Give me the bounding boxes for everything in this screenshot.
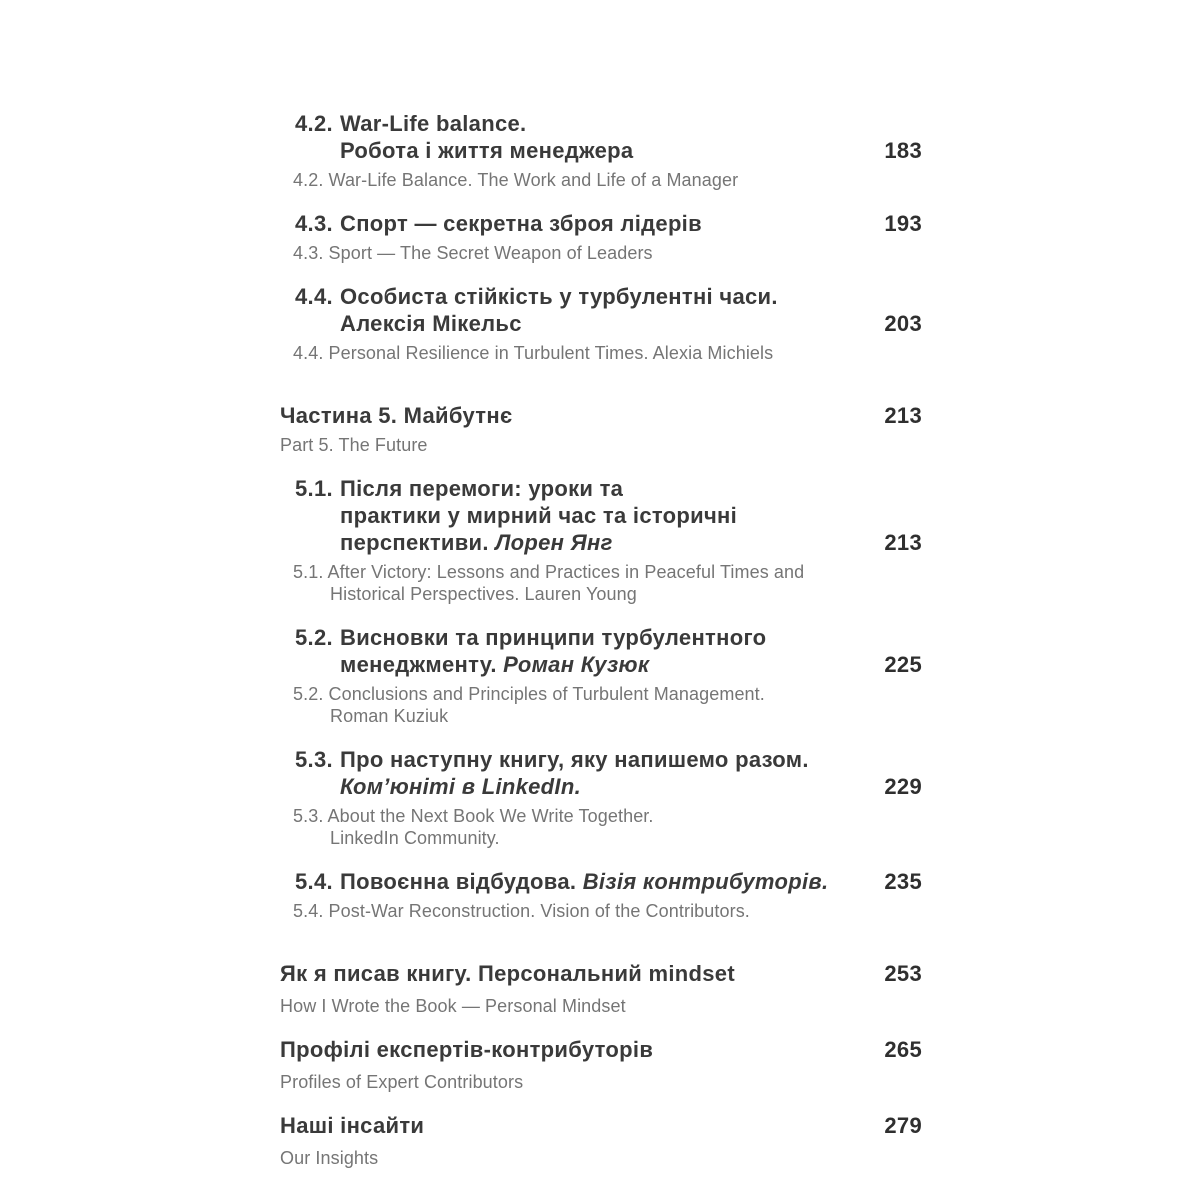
entry-subtitle [280,1147,922,1169]
page-number: 235 [884,869,922,894]
subtitle-line: Our Insights [280,1148,379,1168]
subtitle-line: 5.4. Post-War Reconstruction. Vision of the Contributors. [293,901,750,921]
title-line [340,746,922,773]
subtitle-line: 5.2. Conclusions and Principles of Turbulent Management. [293,684,765,704]
title-line [340,475,922,502]
page-number: 183 [884,138,922,163]
title-segment: Частина 5. Майбутнє [280,403,513,428]
entry-title [280,960,922,987]
chapter-number: 5.3. [295,747,333,772]
title-segment: Про наступну книгу, яку напишемо разом. [340,747,809,772]
title-segment: практики у мирний час та історичні [340,503,738,528]
toc-entry-4.4 [280,283,922,364]
chapter-number: 4.3. [295,211,333,236]
entry-subtitle [280,900,922,922]
title-line [340,624,922,651]
title-line [340,210,922,237]
title-line [340,529,922,556]
title-segment: перспективи. [340,530,496,555]
title-text [340,137,645,164]
subtitle-line: 5.3. About the Next Book We Write Together. [293,806,654,826]
entry-title [280,402,922,429]
entry-title [280,210,922,237]
page-number: 193 [884,211,922,236]
entry-title [280,110,922,164]
toc-entry-part-3 [280,402,922,456]
subtitle-line: How I Wrote the Book — Personal Mindset [280,996,626,1016]
chapter-number: 4.2. [295,111,333,136]
subtitle-line: 5.1. After Victory: Lessons and Practices in Peaceful Times and [293,562,805,582]
title-line [340,773,922,800]
subtitle-line: Roman Kuziuk [330,706,449,726]
page-number: 279 [884,1113,922,1138]
title-segment: Після перемоги: уроки та [340,476,624,501]
title-segment: Наші інсайти [280,1113,425,1138]
entry-title [280,1036,922,1063]
toc-entry-5.2 [280,624,922,727]
title-line [340,137,922,164]
entry-title [280,746,922,800]
entry-subtitle [280,434,922,456]
title-text [340,747,809,772]
title-segment: Як я писав книгу. Персональний mindset [280,961,735,986]
title-segment: Спорт — секретна зброя лідерів [340,211,702,236]
title-segment: Висновки та принципи турбулентного [340,625,767,650]
subtitle-line: 4.3. Sport — The Secret Weapon of Leaders [293,243,653,263]
page-number: 265 [884,1037,922,1062]
title-line [340,310,922,337]
title-text [280,402,524,429]
entry-subtitle [280,805,922,849]
page-number: 203 [884,311,922,336]
title-segment-italic: Лорен Янг [495,530,613,555]
title-line [340,283,922,310]
subtitle-line: Part 5. The Future [280,435,428,455]
toc-entry-section-8 [280,960,922,1017]
toc-entry-5.3 [280,746,922,849]
entry-subtitle [280,242,922,264]
title-text [280,960,747,987]
subtitle-line: LinkedIn Community. [330,828,500,848]
title-text [340,625,766,650]
entry-subtitle [280,995,922,1017]
entry-title [280,1112,922,1139]
toc-entry-5.1 [280,475,922,605]
title-line [280,960,922,987]
title-text [340,868,840,895]
title-text [340,284,778,309]
entry-subtitle [280,683,922,727]
toc-entry-5.4 [280,868,922,922]
title-segment: менеджменту. [340,652,504,677]
title-line [340,502,922,529]
toc-entry-section-9 [280,1036,922,1093]
title-line [280,1036,922,1063]
chapter-number: 5.1. [295,476,333,501]
title-segment: Алексія Мікельс [340,311,522,336]
toc-entry-4.3 [280,210,922,264]
title-text [280,1112,436,1139]
entry-title [280,868,922,895]
title-segment: War-Life balance. [340,111,527,136]
entry-subtitle [280,169,922,191]
title-line [280,402,922,429]
page-number: 253 [884,961,922,986]
title-text [340,310,534,337]
title-text [340,476,623,501]
toc [280,110,922,1188]
title-text [340,529,625,556]
title-line [340,110,922,137]
page-number: 225 [884,652,922,677]
title-text [340,210,714,237]
entry-subtitle [280,342,922,364]
title-text [280,1036,665,1063]
entry-title [280,475,922,556]
title-segment: Профілі експертів-контрибуторів [280,1037,654,1062]
chapter-number: 4.4. [295,284,333,309]
title-segment: Робота і життя менеджера [340,138,634,163]
title-text [340,651,661,678]
title-segment: Особиста стійкість у турбулентні часи. [340,284,778,309]
title-text [340,503,737,528]
subtitle-line: 4.4. Personal Resilience in Turbulent Times. Alexia Michiels [293,343,774,363]
subtitle-line: 4.2. War-Life Balance. The Work and Life of a Manager [293,170,739,190]
toc-entry-4.2 [280,110,922,191]
entry-subtitle [280,561,922,605]
title-segment: Повоєнна відбудова. [340,869,583,894]
subtitle-line: Historical Perspectives. Lauren Young [330,584,637,604]
entry-title [280,283,922,337]
page-number: 229 [884,774,922,799]
title-segment-italic: Роман Кузюк [503,652,650,677]
title-line [340,868,922,895]
title-line [340,651,922,678]
title-segment-italic: Візія контрибуторів. [582,869,829,894]
page-number: 213 [884,403,922,428]
title-segment-italic: Ком’юніті в LinkedIn. [340,774,581,799]
page-number: 213 [884,530,922,555]
toc-entry-section-10 [280,1112,922,1169]
entry-subtitle [280,1071,922,1093]
chapter-number: 5.2. [295,625,333,650]
chapter-number: 5.4. [295,869,333,894]
subtitle-line: Profiles of Expert Contributors [280,1072,524,1092]
title-line [280,1112,922,1139]
title-text [340,773,593,800]
title-text [340,111,526,136]
entry-title [280,624,922,678]
